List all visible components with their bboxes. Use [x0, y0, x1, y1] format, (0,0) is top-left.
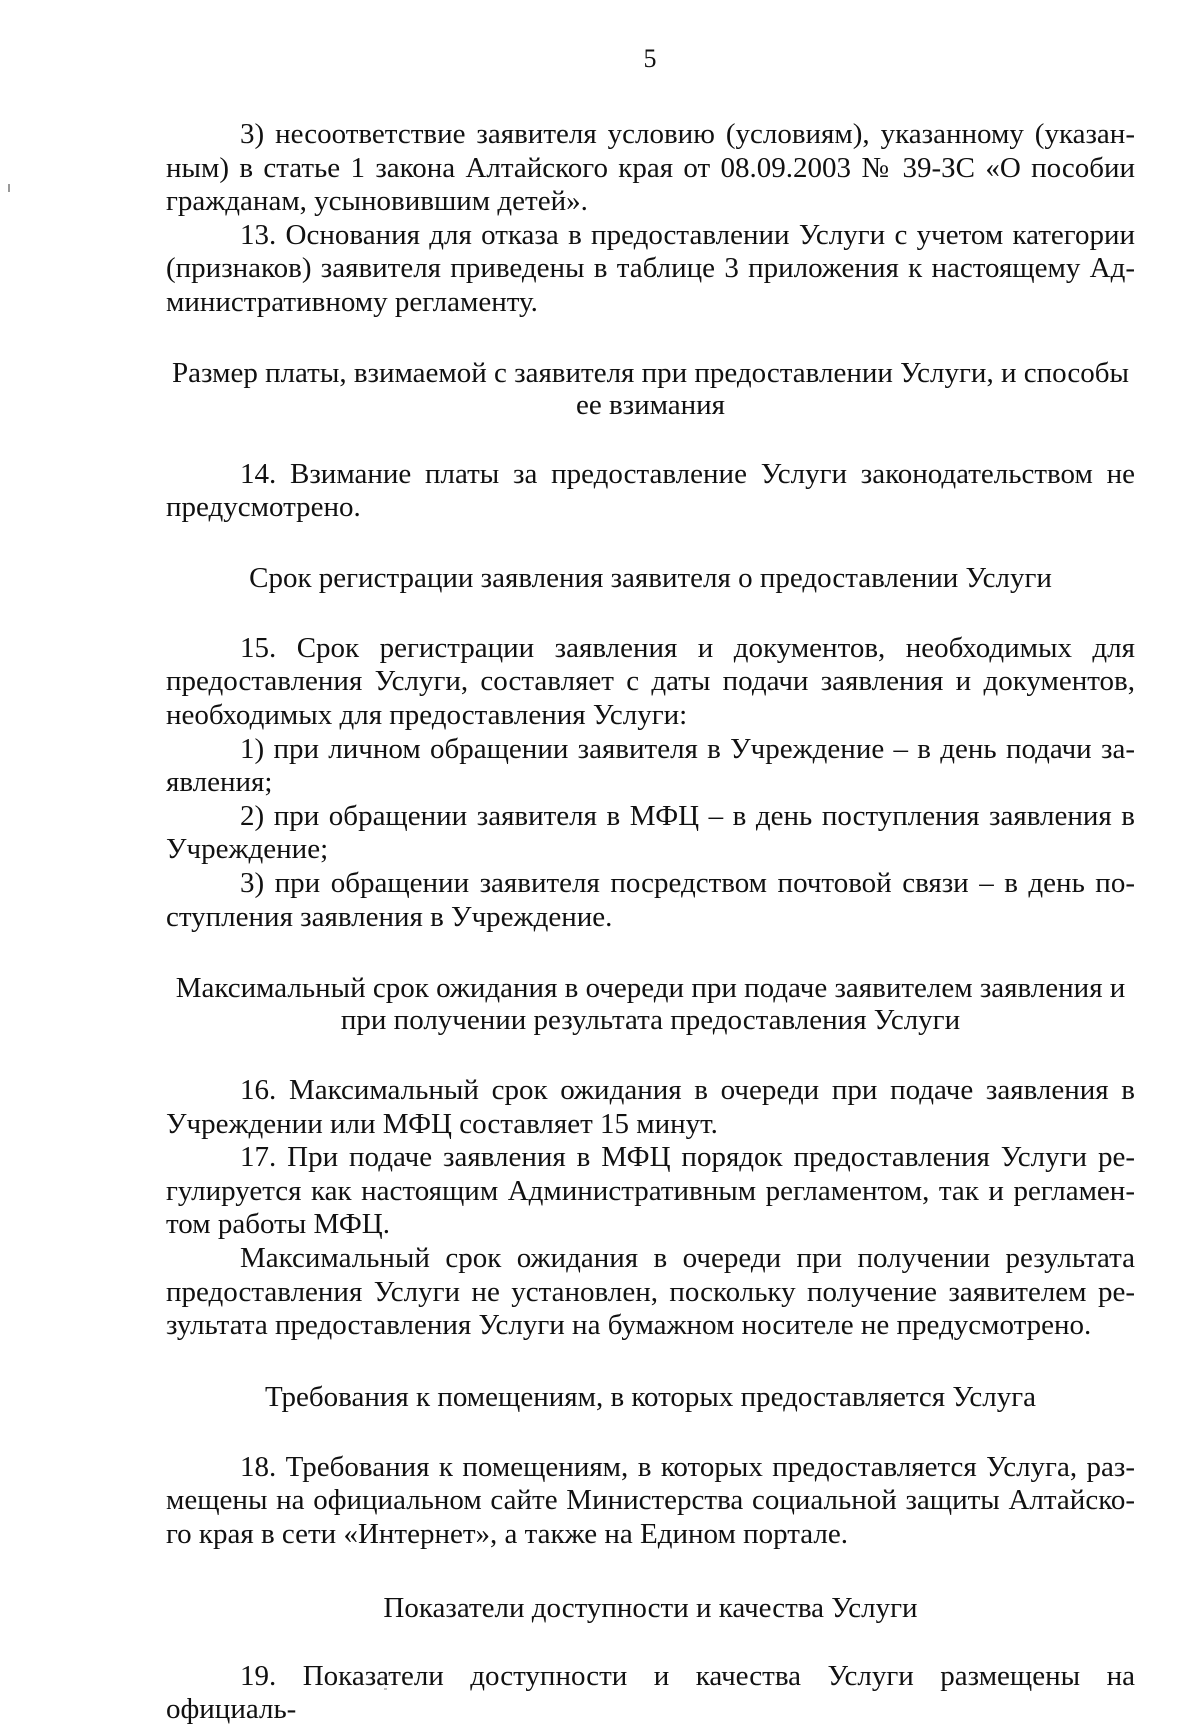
section-heading-quality: Показатели доступности и качества Услуги	[383, 1591, 918, 1624]
scan-margin-mark	[8, 184, 10, 192]
paragraph-15-item-2: 2) при обращении заявителя в МФЦ – в день поступления заявления в Учреждение;	[166, 799, 1135, 866]
paragraph-15: 15. Срок регистрации заявления и документов, необходимых для предоставления Услуги, составляет с даты подачи заявления и документов, необходимых для предоставления Услуги:	[166, 631, 1135, 731]
paragraph-17: 17. При подаче заявления в МФЦ порядок предоставления Услуги регулируется как настоящим Административным регламентом, так и регламентом работы МФЦ.	[166, 1141, 1135, 1241]
section-heading-registration: Срок регистрации заявления заявителя о предоставлении Услуги	[249, 561, 1052, 594]
paragraph-18: 18. Требования к помещениям, в которых предоставляется Услуга, размещены на официальном сайте Министерства социальной защиты Алтайского края в сети «Интернет», а также на Едином портале.	[166, 1450, 1135, 1551]
section-heading-fee: Размер платы, взимаемой с заявителя при предоставлении Услуги, и способы ее взимания	[172, 356, 1129, 421]
paragraph-14: 14. Взимание платы за предоставление Услуги законодательством не предусмотрено.	[166, 457, 1135, 524]
paragraph-13: 13. Основания для отказа в предоставлении Услуги с учетом категории (признаков) заявителя приведены в таблице 3 приложения к настоящему Административному регламенту.	[166, 218, 1135, 318]
paragraph-12-item-3: 3) несоответствие заявителя условию (условиям), указанному (указанным) в статье 1 закона Алтайского края от 08.09.2003 № 39-ЗС «О пособии гражданам, усыновившим детей».	[166, 118, 1135, 218]
paragraph-15-item-3: 3) при обращении заявителя посредством почтовой связи – в день поступления заявления в Учреждение.	[166, 866, 1135, 933]
paragraph-17-continued: Максимальный срок ожидания в очереди при получении результата предоставления Услуги не установлен, поскольку получение заявителем результата предоставления Услуги на бумажном носителе не предусмотрено.	[166, 1242, 1135, 1342]
paragraph-15-item-1: 1) при личном обращении заявителя в Учреждение – в день подачи заявления;	[166, 732, 1135, 799]
section-heading-queue: Максимальный срок ожидания в очереди при подаче заявителем заявления и при получении результата предоставления Услуги	[175, 972, 1126, 1037]
page-number: 5	[643, 44, 657, 73]
document-body	[166, 118, 1135, 1727]
section-heading-premises: Требования к помещениям, в которых предоставляется Услуга	[264, 1380, 1037, 1413]
paragraph-16: 16. Максимальный срок ожидания в очереди при подаче заявления в Учреждении или МФЦ составляет 15 минут.	[166, 1074, 1135, 1140]
paragraph-19: 19. Показатели доступности и качества Услуги размещены на официаль-	[166, 1659, 1135, 1726]
